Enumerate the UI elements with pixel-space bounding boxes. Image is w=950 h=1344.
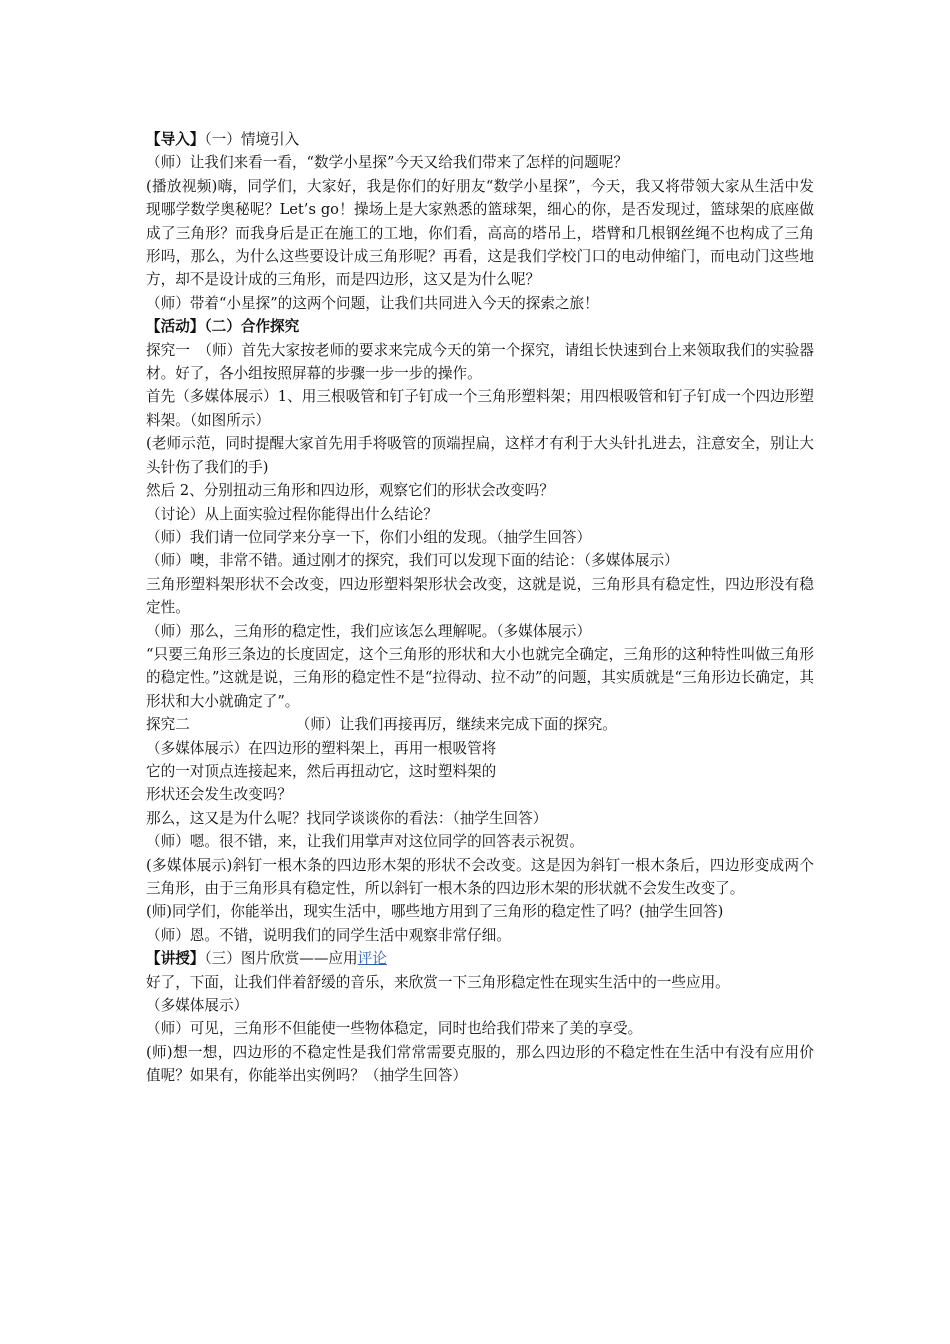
exploration-label: 探究二: [146, 716, 190, 734]
paragraph: (多媒体展示)斜钉一根木条的四边形木架的形状不会改变。这是因为斜钉一根木条后，四边形变成两个三角形，由于三角形具有稳定性，所以斜钉一根木条的四边形木架的形状就不会发生改变了。: [146, 856, 814, 897]
paragraph: 形状还会发生改变吗？: [146, 786, 292, 804]
section-tag: 【活动】: [146, 318, 205, 336]
paragraph: (播放视频)嗨，同学们，大家好，我是你们的好朋友“数学小星探”，今天，我又将带领大家从生活中发现哪学数学奥秘呢？Let’s go！操场上是大家熟悉的篮球架，细心的你，是否发现过，篮球架的底座做成了三角形？而我身后是正在施工的工地，你们看，高高的塔吊上，塔臂和几根钢丝绳不也构成了三角形吗，那么，为什么这些要设计成三角形呢？再看，这是我们学校门口的电动伸缩门，而电动门这些地方，却不是设计成的三角形，而是四边形，这又是为什么呢？: [146, 177, 814, 289]
paragraph: 然后 2、分别扭动三角形和四边形，观察它们的形状会改变吗？: [146, 482, 554, 500]
paragraph: （师）带着“小星探”的这两个问题，让我们共同进入今天的探索之旅！: [146, 294, 599, 312]
paragraph: “只要三角形三条边的长度固定，这个三角形的形状和大小也就完全确定，三角形的这种特性叫做三角形的稳定性。”这就是说，三角形的稳定性不是“拉得动、拉不动”的问题，其实质就是“三角形边长确定，其形状和大小就确定了”。: [146, 645, 814, 710]
paragraph: （师）噢，非常不错。通过刚才的探究，我们可以发现下面的结论：（多媒体展示）: [146, 552, 679, 570]
paragraph: （师）可见，三角形不但能使一些物体稳定，同时也给我们带来了美的享受。: [146, 1020, 643, 1038]
paragraph: [146, 713, 814, 736]
section-intro-heading: [146, 128, 814, 151]
paragraph: （多媒体展示）在四边形的塑料架上，再用一根吸管将: [146, 739, 497, 757]
paragraph: (师)想一想，四边形的不稳定性是我们常常需要克服的，那么四边形的不稳定性在生活中有没有应用价值呢？如果有，你能举出实例吗？（抽学生回答）: [146, 1043, 814, 1085]
paragraph: (师)同学们，你能举出，现实生活中，哪些地方用到了三角形的稳定性了吗？(抽学生回答): [146, 903, 724, 921]
comment-link[interactable]: 评论: [357, 950, 387, 968]
paragraph: (老师示范，同时提醒大家首先用手将吸管的顶端捏扁，这样才有利于大头针扎进去，注意安全，别让大头针伤了我们的手): [146, 435, 814, 476]
section-title: （三）图片欣赏——应用: [204, 950, 358, 968]
paragraph: （师）我们请一位同学来分享一下，你们小组的发现。（抽学生回答）: [146, 528, 592, 546]
paragraph: 探究一 （师）首先大家按老师的要求来完成今天的第一个探究，请组长快速到台上来领取我们的实验器材。好了，各小组按照屏幕的步骤一步一步的操作。: [146, 341, 814, 383]
paragraph: （多媒体展示）: [146, 997, 249, 1015]
paragraph: （师）那么，三角形的稳定性，我们应该怎么理解呢。（多媒体展示）: [146, 622, 592, 640]
paragraph: 它的一对顶点连接起来，然后再扭动它，这时塑料架的: [146, 762, 497, 780]
section-tag: 【讲授】: [146, 950, 205, 968]
section-tag: 【导入】: [146, 131, 205, 148]
paragraph: 三角形塑料架形状不会改变，四边形塑料架形状会改变，这就是说，三角形具有稳定性，四边形没有稳定性。: [146, 575, 814, 617]
section-activity-heading: [146, 315, 814, 338]
section-title: （一）情境引入: [204, 131, 300, 148]
paragraph: （讨论）从上面实验过程你能得出什么结论？: [146, 505, 438, 523]
paragraph: 好了，下面，让我们伴着舒缓的音乐，来欣赏一下三角形稳定性在现实生活中的一些应用。: [146, 973, 730, 991]
paragraph: 首先（多媒体展示）1、用三根吸管和钉子钉成一个三角形塑料架；用四根吸管和钉子钉成一个四边形塑料架。（如图所示）: [146, 388, 814, 429]
paragraph: （师）嗯。很不错，来，让我们用掌声对这位同学的回答表示祝贺。: [146, 833, 584, 851]
paragraph: 那么，这又是为什么呢？找同学谈谈你的看法：（抽学生回答）: [146, 809, 548, 827]
paragraph: （师）恩。不错，说明我们的同学生活中观察非常仔细。: [146, 926, 511, 944]
paragraph-text: （师）让我们再接再厉，继续来完成下面的探究。: [295, 716, 617, 734]
section-lecture-heading: [146, 947, 814, 970]
document-body: [146, 128, 814, 1088]
paragraph: （师）让我们来看一看，“数学小星探”今天又给我们带来了怎样的问题呢？: [146, 154, 628, 172]
section-title: （二）合作探究: [204, 318, 300, 336]
